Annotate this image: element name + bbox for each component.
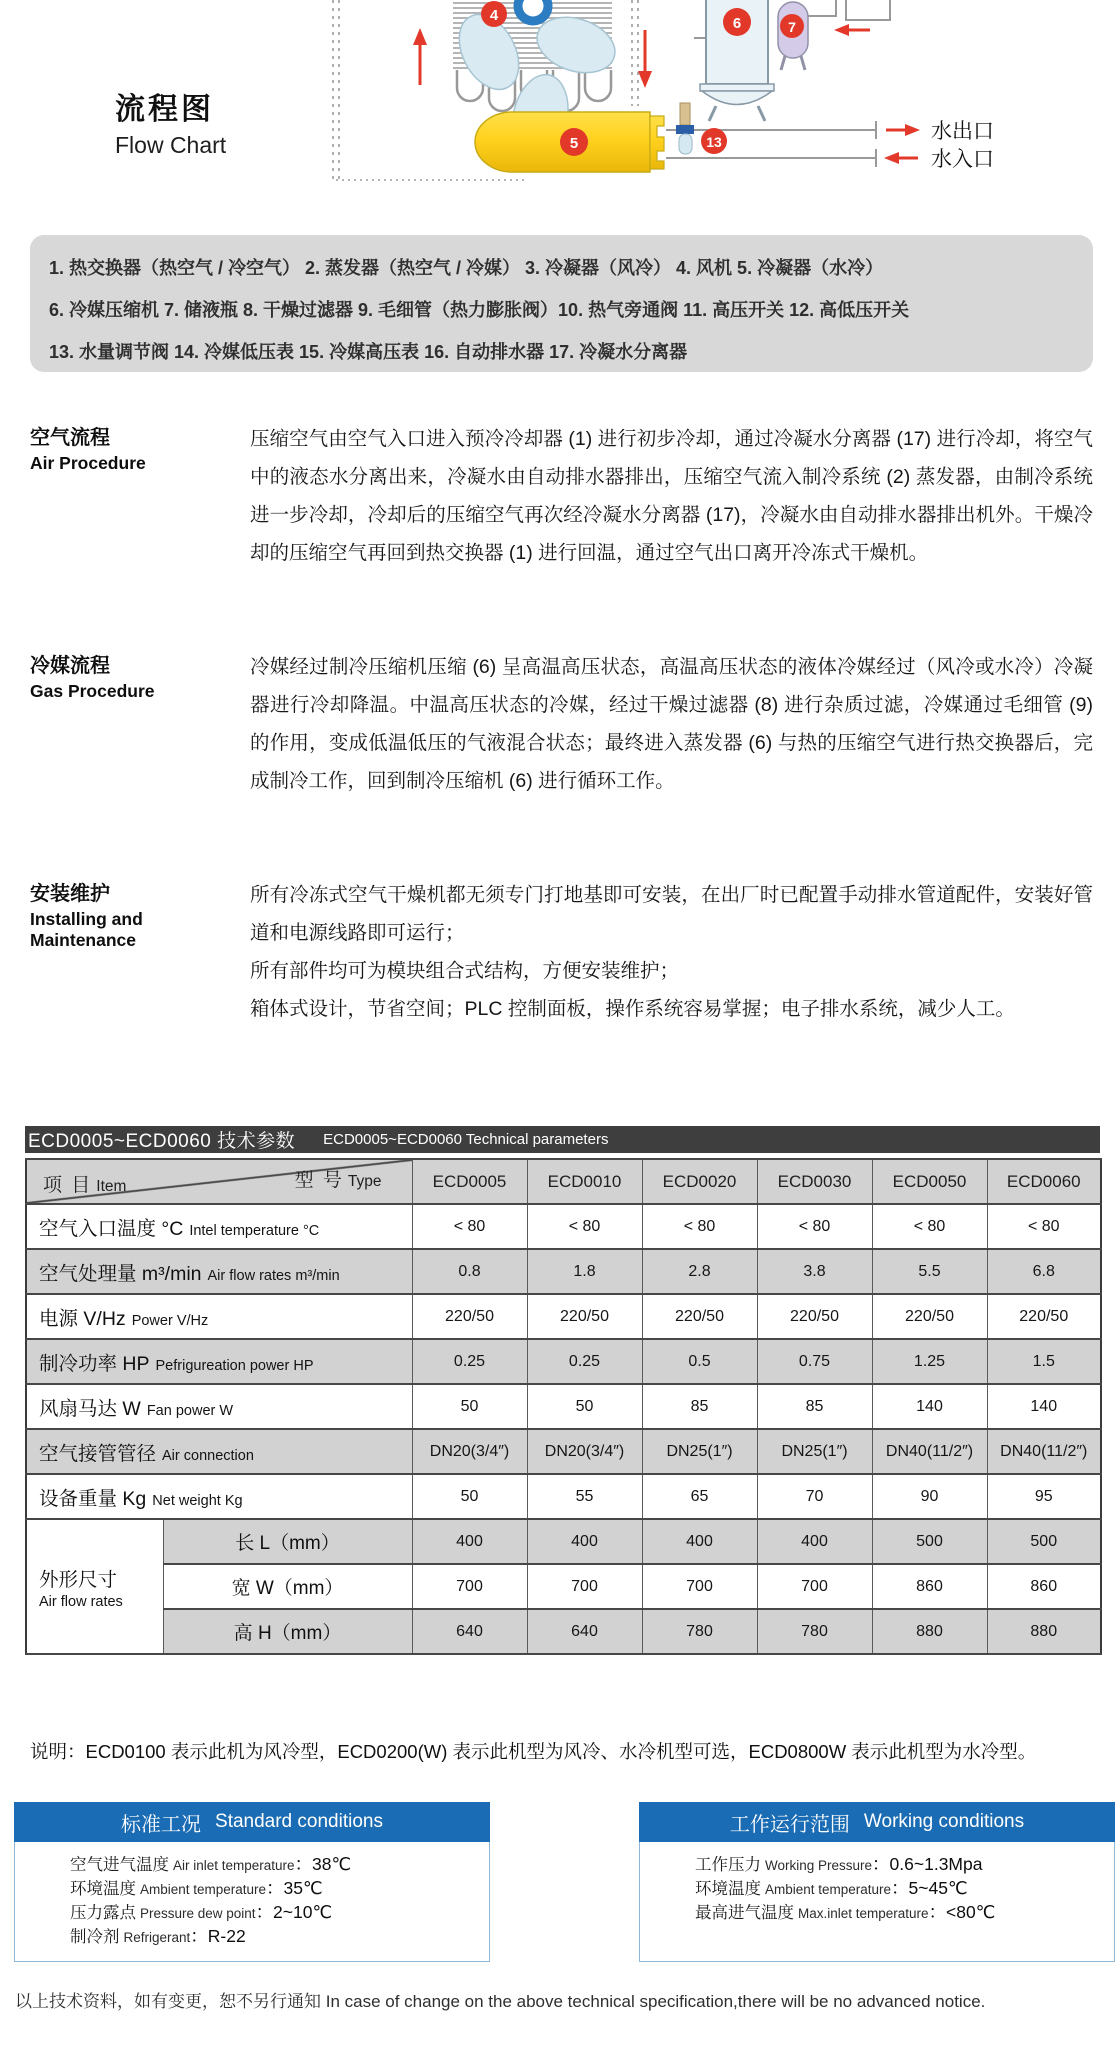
section-title-en: Air Procedure xyxy=(30,453,146,473)
model-header-cell: ECD0020 xyxy=(642,1159,757,1204)
value-cell: < 80 xyxy=(527,1204,642,1249)
value-cell: 0.25 xyxy=(527,1339,642,1384)
value-cell: 640 xyxy=(527,1609,642,1654)
svg-text:7: 7 xyxy=(788,19,796,35)
value-cell: 400 xyxy=(642,1519,757,1564)
value-cell: 90 xyxy=(872,1474,987,1519)
tech-table-title-bar xyxy=(25,1126,1100,1153)
value-cell: 1.8 xyxy=(527,1249,642,1294)
value-cell: 780 xyxy=(757,1609,872,1654)
value-cell: 220/50 xyxy=(757,1294,872,1339)
value-cell: DN40(11/2″) xyxy=(872,1429,987,1474)
value-cell: DN40(11/2″) xyxy=(987,1429,1101,1474)
condition-item: 最高进气温度 Max.inlet temperature：<80℃ xyxy=(695,1902,996,1922)
procedure-section xyxy=(30,876,1093,1028)
value-cell: DN20(3/4″) xyxy=(412,1429,527,1474)
value-cell: 0.75 xyxy=(757,1339,872,1384)
condition-item: 环境温度 Ambient temperature：5~45℃ xyxy=(695,1878,968,1898)
table-row xyxy=(26,1294,1101,1339)
value-cell: 1.5 xyxy=(987,1339,1101,1384)
value-cell: 50 xyxy=(412,1474,527,1519)
table-row xyxy=(26,1519,1101,1564)
value-cell: 780 xyxy=(642,1609,757,1654)
working-conditions-box xyxy=(639,1802,1115,1962)
value-cell: 400 xyxy=(757,1519,872,1564)
table-row xyxy=(26,1609,1101,1654)
section-body xyxy=(250,648,1093,800)
legend-line: 13. 水量调节阀 14. 冷媒低压表 15. 冷媒高压表 16. 自动排水器 17. 冷凝水分离器 xyxy=(49,342,688,362)
standard-conditions-box xyxy=(14,1802,490,1962)
value-cell: 700 xyxy=(642,1564,757,1609)
section-body xyxy=(250,420,1093,572)
svg-text:6: 6 xyxy=(732,15,742,32)
working-conditions-title-en: Working conditions xyxy=(863,1811,1025,1832)
table-header-row xyxy=(26,1159,1101,1204)
value-cell: 50 xyxy=(527,1384,642,1429)
value-cell: 880 xyxy=(987,1609,1101,1654)
water-flow-arrows xyxy=(884,124,920,164)
value-cell: < 80 xyxy=(987,1204,1101,1249)
section-title-zh: 冷媒流程 xyxy=(30,655,110,677)
value-cell: 0.8 xyxy=(412,1249,527,1294)
standard-conditions-header xyxy=(14,1802,490,1842)
badge-compressor xyxy=(723,8,751,36)
refrigerant-pipes xyxy=(808,0,890,20)
corner-item-label: 项 目 Item xyxy=(43,1175,127,1196)
row-label-cell: 制冷功率 HP Pefrigureation power HP xyxy=(26,1339,412,1384)
table-row xyxy=(26,1249,1101,1294)
tech-bar-title-zh: ECD0005~ECD0060 技术参数 xyxy=(28,1131,296,1152)
section-body-line: 所有部件均可为模块组合式结构，方便安装维护； xyxy=(250,960,680,982)
procedure-section xyxy=(30,648,1093,800)
corner-type-label: 型 号 Type xyxy=(294,1170,382,1191)
page-title xyxy=(115,84,226,159)
section-body-line: 所有冷冻式空气干燥机都无须专门打地基即可安装，在出厂时已配置手动排水管道配件，安装好管道和电源线路即可运行； xyxy=(250,884,1093,944)
value-cell: < 80 xyxy=(412,1204,527,1249)
standard-conditions-body xyxy=(14,1842,490,1962)
row-label-cell: 电源 V/Hz Power V/Hz xyxy=(26,1294,412,1339)
section-title xyxy=(30,648,250,800)
value-cell: 500 xyxy=(872,1519,987,1564)
row-label-cell: 空气入口温度 °C Intel temperature °C xyxy=(26,1204,412,1249)
table-row xyxy=(26,1339,1101,1384)
table-row xyxy=(26,1474,1101,1519)
legend-line: 6. 冷媒压缩机 7. 储液瓶 8. 干燥过滤器 9. 毛细管（热力膨胀阀）10. 热气旁通阀 11. 高压开关 12. 高低压开关 xyxy=(49,300,910,320)
value-cell: DN25(1″) xyxy=(757,1429,872,1474)
value-cell: 220/50 xyxy=(872,1294,987,1339)
value-cell: 140 xyxy=(987,1384,1101,1429)
value-cell: 400 xyxy=(527,1519,642,1564)
standard-conditions-title-zh: 标准工况 xyxy=(121,1813,202,1836)
value-cell: 50 xyxy=(412,1384,527,1429)
model-header-cell: ECD0005 xyxy=(412,1159,527,1204)
value-cell: 6.8 xyxy=(987,1249,1101,1294)
procedure-section xyxy=(30,420,1093,572)
value-cell: 85 xyxy=(642,1384,757,1429)
row-label-cell: 风扇马达 W Fan power W xyxy=(26,1384,412,1429)
value-cell: 55 xyxy=(527,1474,642,1519)
row-label-cell: 设备重量 Kg Net weight Kg xyxy=(26,1474,412,1519)
water-valve xyxy=(676,103,694,154)
tech-parameters-table xyxy=(25,1158,1102,1655)
dimension-label-cell: 长 L（mm） xyxy=(163,1519,412,1564)
condition-item: 制冷剂 Refrigerant：R-22 xyxy=(70,1926,246,1946)
page-title-zh: 流程图 xyxy=(115,93,214,126)
value-cell: 500 xyxy=(987,1519,1101,1564)
condition-item: 压力露点 Pressure dew point：2~10℃ xyxy=(70,1902,333,1922)
water-inlet-label: 水入口 xyxy=(931,148,994,171)
table-corner-cell xyxy=(26,1159,412,1204)
value-cell: 220/50 xyxy=(642,1294,757,1339)
table-row xyxy=(26,1204,1101,1249)
section-title-en: Gas Procedure xyxy=(30,681,155,701)
value-cell: 0.25 xyxy=(412,1339,527,1384)
svg-text:13: 13 xyxy=(706,134,722,150)
model-header-cell: ECD0010 xyxy=(527,1159,642,1204)
working-conditions-body xyxy=(639,1842,1115,1962)
value-cell: 1.25 xyxy=(872,1339,987,1384)
table-row xyxy=(26,1429,1101,1474)
value-cell: 70 xyxy=(757,1474,872,1519)
value-cell: < 80 xyxy=(642,1204,757,1249)
value-cell: 85 xyxy=(757,1384,872,1429)
value-cell: 860 xyxy=(872,1564,987,1609)
note-line: 说明：ECD0100 表示此机为风冷型，ECD0200(W) 表示此机型为风冷、水冷机型可选，ECD0800W 表示此机型为水冷型。 xyxy=(30,1741,1037,1762)
value-cell: 95 xyxy=(987,1474,1101,1519)
working-conditions-title-zh: 工作运行范围 xyxy=(729,1813,850,1836)
condition-item: 环境温度 Ambient temperature：35℃ xyxy=(70,1878,323,1898)
svg-text:5: 5 xyxy=(569,135,579,152)
value-cell: 700 xyxy=(412,1564,527,1609)
value-cell: 400 xyxy=(412,1519,527,1564)
working-conditions-header xyxy=(639,1802,1115,1842)
refrigerant-flow-arrow xyxy=(834,24,870,36)
badge-water-condenser xyxy=(560,128,588,156)
row-label-cell: 空气接管管径 Air connection xyxy=(26,1429,412,1474)
value-cell: 700 xyxy=(757,1564,872,1609)
value-cell: 700 xyxy=(527,1564,642,1609)
table-row xyxy=(26,1564,1101,1609)
model-header-cell: ECD0050 xyxy=(872,1159,987,1204)
value-cell: 220/50 xyxy=(412,1294,527,1339)
badge-water-valve xyxy=(701,128,727,154)
value-cell: 140 xyxy=(872,1384,987,1429)
section-title-zh: 安装维护 xyxy=(30,883,110,905)
value-cell: 3.8 xyxy=(757,1249,872,1294)
value-cell: < 80 xyxy=(757,1204,872,1249)
dimension-label-cell: 高 H（mm） xyxy=(163,1609,412,1654)
value-cell: 65 xyxy=(642,1474,757,1519)
model-header-cell: ECD0030 xyxy=(757,1159,872,1204)
section-title xyxy=(30,420,250,572)
water-outlet-label: 水出口 xyxy=(931,120,994,143)
standard-conditions-title-en: Standard conditions xyxy=(215,1811,383,1832)
legend-box xyxy=(30,235,1093,372)
legend-line: 1. 热交换器（热空气 / 冷空气） 2. 蒸发器（热空气 / 冷媒） 3. 冷凝器（风冷） 4. 风机 5. 冷凝器（水冷） xyxy=(49,258,884,278)
condition-item: 空气进气温度 Air inlet temperature：38℃ xyxy=(70,1854,352,1874)
section-body-line: 压缩空气由空气入口进入预冷冷却器 (1) 进行初步冷却，通过冷凝水分离器 (17) 进行冷却，将空气中的液态水分离出来，冷凝水由自动排水器排出，压缩空气流入制冷系统 (2) 蒸发器，由制冷系统进一步冷却，冷却后的压缩空气再次经冷凝水分离器 (17)，冷凝水由自动排水器排出机外。干燥冷却的压缩空气再回到热交换器 (1) 进行回温，通过空气出口离开冷冻式干燥机。 xyxy=(250,428,1093,564)
section-title xyxy=(30,876,250,1028)
badge-fan xyxy=(481,1,507,27)
model-header-cell: ECD0060 xyxy=(987,1159,1101,1204)
condition-item: 工作压力 Working Pressure：0.6~1.3Mpa xyxy=(695,1854,983,1874)
svg-text:4: 4 xyxy=(489,7,499,24)
value-cell: DN20(3/4″) xyxy=(527,1429,642,1474)
table-row xyxy=(26,1384,1101,1429)
tech-bar-title-en: ECD0005~ECD0060 Technical parameters xyxy=(323,1131,609,1148)
value-cell: < 80 xyxy=(872,1204,987,1249)
value-cell: 880 xyxy=(872,1609,987,1654)
section-title-en: Installing and Maintenance xyxy=(30,909,143,950)
value-cell: 640 xyxy=(412,1609,527,1654)
value-cell: 220/50 xyxy=(527,1294,642,1339)
value-cell: 860 xyxy=(987,1564,1101,1609)
water-pipes xyxy=(666,121,876,167)
value-cell: 5.5 xyxy=(872,1249,987,1294)
section-body-line: 冷媒经过制冷压缩机压缩 (6) 呈高温高压状态，高温高压状态的液体冷媒经过（风冷或水冷）冷凝器进行冷却降温。中温高压状态的冷媒，经过干燥过滤器 (8) 进行杂质过滤，冷媒通过毛细管 (9) 的作用，变成低温低压的气液混合状态；最终进入蒸发器 (6) 与热的压缩空气进行热交换器后，完成制冷工作，回到制冷压缩机 (6) 进行循环工作。 xyxy=(250,656,1093,792)
value-cell: 0.5 xyxy=(642,1339,757,1384)
dimension-group-cell: 外形尺寸 Air flow rates xyxy=(26,1519,163,1654)
badge-receiver xyxy=(780,14,804,38)
value-cell: DN25(1″) xyxy=(642,1429,757,1474)
section-title-zh: 空气流程 xyxy=(30,427,110,449)
value-cell: 220/50 xyxy=(987,1294,1101,1339)
row-label-cell: 空气处理量 m³/min Air flow rates m³/min xyxy=(26,1249,412,1294)
footer-note: 以上技术资料，如有变更，恕不另行通知 In case of change on the above technical specification,there will be no advanced notice. xyxy=(15,1992,986,2011)
value-cell: 2.8 xyxy=(642,1249,757,1294)
dimension-label-cell: 宽 W（mm） xyxy=(163,1564,412,1609)
section-body-line: 箱体式设计，节省空间；PLC 控制面板，操作系统容易掌握；电子排水系统，减少人工。 xyxy=(250,998,1015,1020)
section-body xyxy=(250,876,1093,1028)
page-title-en: Flow Chart xyxy=(115,132,227,158)
